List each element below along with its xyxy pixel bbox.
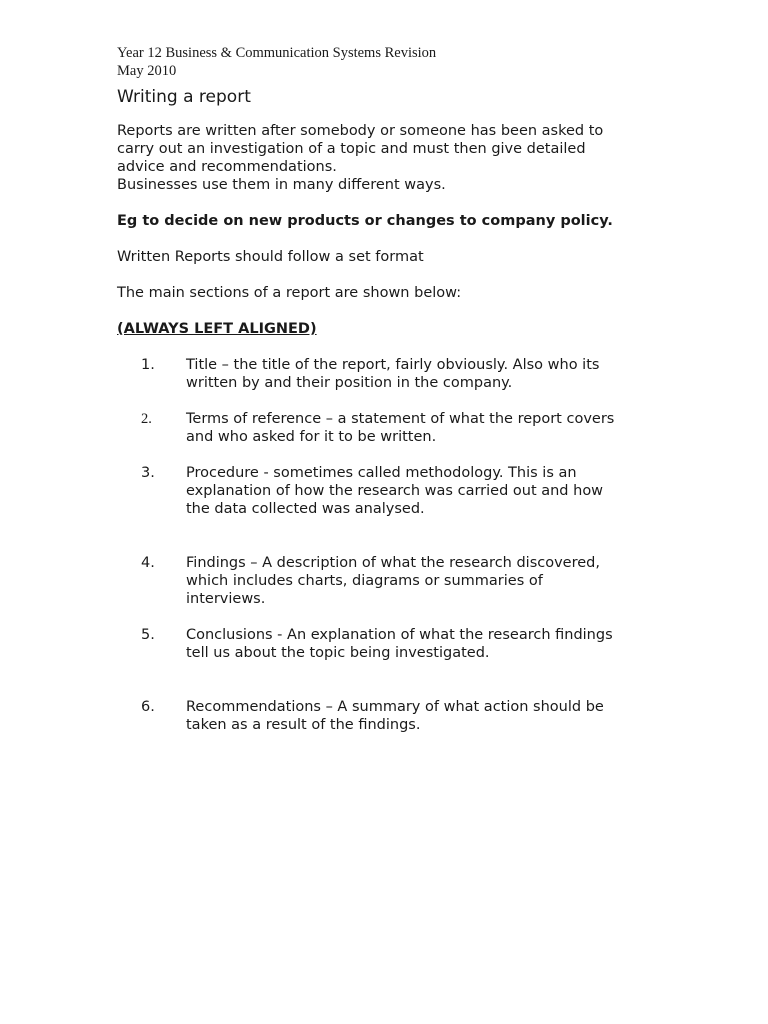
list-item-text <box>186 626 677 662</box>
report-sections-list <box>117 356 677 734</box>
list-item-line: written by and their position in the company. <box>186 375 513 391</box>
intro-line: Reports are written after somebody or someone has been asked to <box>117 123 604 139</box>
list-item-number: 3. <box>141 465 155 481</box>
alignment-note: (ALWAYS LEFT ALIGNED) <box>117 321 317 337</box>
list-item-line: and who asked for it to be written. <box>186 429 437 445</box>
list-item-number: 2. <box>141 411 152 427</box>
intro-line: advice and recommendations. <box>117 159 337 175</box>
list-item-line: which includes charts, diagrams or summaries of <box>186 573 543 589</box>
list-item <box>117 464 677 518</box>
list-item-text <box>186 554 677 608</box>
header-date-line: May 2010 <box>117 63 177 79</box>
list-item-line: explanation of how the research was carried out and how <box>186 483 604 499</box>
list-item-line: taken as a result of the findings. <box>186 717 421 733</box>
intro-paragraph <box>117 122 677 194</box>
list-item-line: Procedure - sometimes called methodology. This is an <box>186 465 577 481</box>
document-title: Writing a report <box>117 87 251 107</box>
list-item-number: 6. <box>141 699 155 715</box>
format-note: Written Reports should follow a set format <box>117 249 424 265</box>
list-item-line: Findings – A description of what the research discovered, <box>186 555 600 571</box>
list-item-text <box>186 464 677 518</box>
list-item-line: tell us about the topic being investigated. <box>186 645 490 661</box>
list-item-number: 5. <box>141 627 155 643</box>
list-item <box>117 410 677 446</box>
list-item-line: Title – the title of the report, fairly obviously. Also who its <box>186 357 600 373</box>
list-item-line: the data collected was analysed. <box>186 501 425 517</box>
list-item-line: Conclusions - An explanation of what the research findings <box>186 627 613 643</box>
list-item <box>117 698 677 734</box>
list-item-text <box>186 698 677 734</box>
intro-line: carry out an investigation of a topic and must then give detailed <box>117 141 586 157</box>
sections-intro: The main sections of a report are shown below: <box>117 285 462 301</box>
intro-line: Businesses use them in many different ways. <box>117 177 446 193</box>
example-statement: Eg to decide on new products or changes to company policy. <box>117 213 613 229</box>
list-item-line: Recommendations – A summary of what action should be <box>186 699 604 715</box>
document-page <box>117 44 677 734</box>
list-item <box>117 356 677 392</box>
list-item-line: Terms of reference – a statement of what the report covers <box>186 411 615 427</box>
list-item-number: 1. <box>141 357 155 373</box>
header-course-line: Year 12 Business & Communication Systems Revision <box>117 45 437 61</box>
list-item-text <box>186 356 677 392</box>
list-item <box>117 554 677 608</box>
list-item <box>117 626 677 662</box>
list-item-line: interviews. <box>186 591 266 607</box>
list-item-number: 4. <box>141 555 155 571</box>
list-item-text <box>186 410 677 446</box>
